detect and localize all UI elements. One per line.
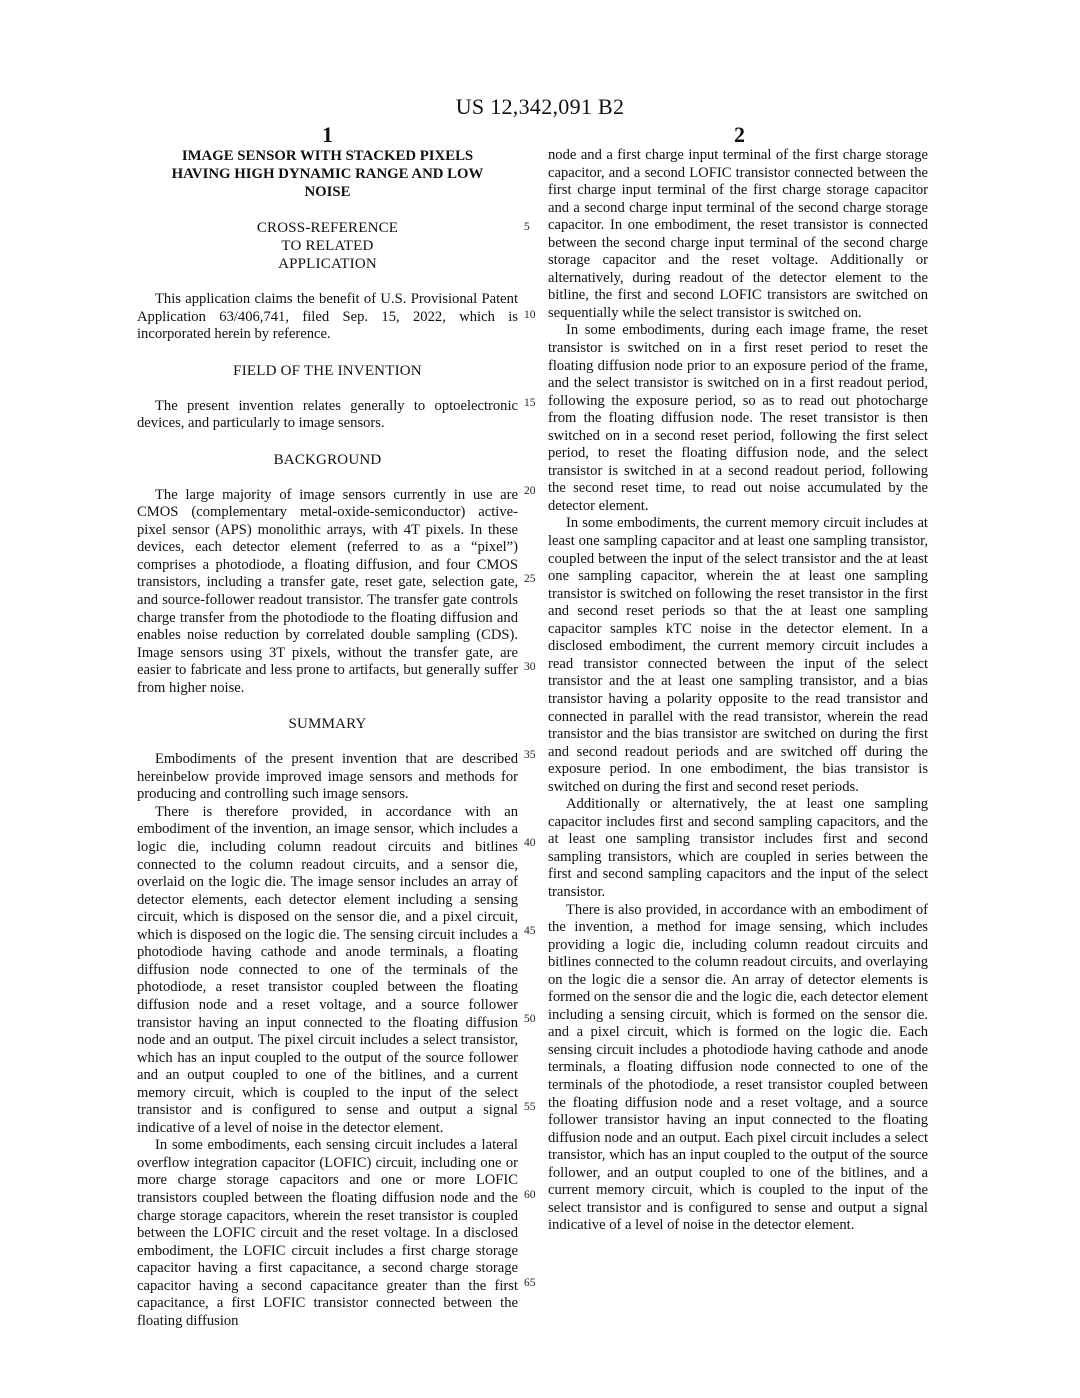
line-number: 60	[524, 1189, 536, 1201]
left-column	[137, 147, 518, 1330]
paragraph: In some embodiments, the current memory circuit includes at least one sampling capacitor and at least one sampling transistor, coupled between the input of the select transistor and the at least one sampling capacitor, wherein the at least one sampling transistor is switched on following the reset transistor in the first and second reset periods so that the at least one sampling capacitor samples kTC noise in the detector element. In a disclosed embodiment, the current memory circuit includes a read transistor connected between the input of the select transistor and the at least one sampling transistor, and a bias transistor having a polarity opposite to the read transistor and connected in parallel with the read transistor, wherein the read transistor and the bias transistor are switched on during the first and second readout periods and are switched off during the exposure period. In one embodiment, the bias transistor is switched on during the first and second reset periods.	[548, 515, 928, 795]
section-heading-field: FIELD OF THE INVENTION	[233, 362, 422, 379]
line-number: 30	[524, 661, 536, 673]
section-heading-background: BACKGROUND	[273, 451, 382, 468]
patent-title: IMAGE SENSOR WITH STACKED PIXELS HAVING HIGH DYNAMIC RANGE AND LOW NOISE	[171, 148, 484, 200]
line-number: 20	[524, 485, 536, 497]
field-paragraph: The present invention relates generally to optoelectronic devices, and particularly to image sensors.	[137, 397, 518, 432]
line-number: 45	[524, 925, 536, 937]
line-number: 15	[524, 397, 536, 409]
background-paragraph: The large majority of image sensors currently in use are CMOS (complementary metal-oxide-semiconductor) active-pixel sensor (APS) monolithic arrays, with 4T pixels. In these devices, each detector element (referred to as a “pixel”) comprises a photodiode, a floating diffusion, and four CMOS transistors, including a transfer gate, reset gate, selection gate, and source-follower readout transistor. The transfer gate controls charge transfer from the photodiode to the floating diffusion and enables noise reduction by correlated double sampling (CDS). Image sensors using 3T pixels, without the transfer gate, are easier to fabricate and less prone to artifacts, but generally suffer from higher noise.	[137, 486, 518, 696]
line-number: 55	[524, 1101, 536, 1113]
paragraph: Additionally or alternatively, the at least one sampling capacitor includes first and second sampling capacitors, and the at least one sampling transistor includes first and second sampling transistors, which are coupled in series between the first and second sampling capacitors and the input of the select transistor.	[548, 796, 928, 900]
summary-paragraph-2: There is therefore provided, in accordance with an embodiment of the invention, an image sensor, which includes a logic die, including column readout circuits and bitlines connected to the column readout circuits, and a sensor die, overlaid on the logic die. The image sensor includes an array of detector elements, each detector element including a sensing circuit, which is disposed on the sensor die, and a pixel circuit, which is disposed on the logic die. The sensing circuit includes a photodiode having cathode and anode terminals, a floating diffusion node connected to one of the terminals of the photodiode, a reset transistor coupled between the floating diffusion node and a reset voltage, and a source follower transistor having an input connected to the floating diffusion node and an output. The pixel circuit includes a select transistor, which has an input coupled to the output of the source follower and an output coupled to one of the bitlines, and a current memory circuit, which is coupled to the input of the select transistor and is configured to sense and output a signal indicative of a level of noise in the detector element.	[137, 803, 518, 1136]
line-number: 35	[524, 749, 536, 761]
column-number-left: 1	[322, 122, 333, 147]
section-heading-summary: SUMMARY	[288, 716, 367, 733]
line-number: 40	[524, 837, 536, 849]
paragraph-continued: node and a first charge input terminal of the first charge storage capacitor, and a second LOFIC transistor connected between the first charge input terminal of the first charge storage capacitor and a second charge input terminal of the second charge storage capacitor. In one embodiment, the reset transistor is connected between the second charge input terminal of the second charge storage capacitor and the reset voltage. Additionally or alternatively, during readout of the detector element to the bitline, the first and second LOFIC transistors are switched on sequentially while the select transistor is switched on.	[548, 147, 928, 321]
summary-paragraph-3: In some embodiments, each sensing circuit includes a lateral overflow integration capacitor (LOFIC) circuit, including one or more charge storage capacitors and one or more LOFIC transistors coupled between the floating diffusion node and the charge storage capacitors, wherein the reset transistor is coupled between the LOFIC circuit and the reset voltage. In a disclosed embodiment, the LOFIC circuit includes a first charge storage capacitor having a first capacitance, a second charge storage capacitor having a second capacitance greater than the first capacitance, a first LOFIC transistor connected between the floating diffusion	[137, 1137, 518, 1329]
paragraph: In some embodiments, during each image frame, the reset transistor is switched on in a first reset period to reset the floating diffusion node prior to an exposure period of the frame, and the select transistor is switched on in a first readout period, following the exposure period, so as to read out photocharge from the floating diffusion node. The reset transistor is then switched on in a second reset period, following the first select period, to reset the floating diffusion node, and the select transistor is switched in at a second readout period, following the second reset time, to read out noise accumulated by the detector element.	[548, 322, 928, 514]
right-column	[548, 147, 928, 1235]
line-number: 25	[524, 573, 536, 585]
paragraph: There is also provided, in accordance with an embodiment of the invention, a method for image sensing, which includes providing a logic die, including column readout circuits and bitlines connected to the column readout circuits, and overlaying on the logic die a sensor die. An array of detector elements is formed on the sensor die and the logic die, each detector element including a sensing circuit, which is formed on the sensor die. and a pixel circuit, which is formed on the logic die. Each sensing circuit includes a photodiode having cathode and anode terminals, a floating diffusion node connected to one of the terminals of the photodiode, a reset transistor coupled between the floating diffusion node and a reset voltage, and a source follower transistor having an input connected to the floating diffusion node and an output. Each pixel circuit includes a select transistor, which has an input coupled to the output of the source follower, and an output coupled to one of the bitlines, and a current memory circuit, which is coupled to the input of the select transistor and is configured to sense and output a signal indicative of a level of noise in the detector element.	[548, 901, 928, 1234]
section-heading-crossref: CROSS-REFERENCE TO RELATED APPLICATION	[256, 220, 399, 272]
line-number: 65	[524, 1277, 536, 1289]
line-number: 50	[524, 1013, 536, 1025]
patent-number-header: US 12,342,091 B2	[455, 94, 625, 119]
crossref-paragraph: This application claims the benefit of U.S. Provisional Patent Application 63/406,741, filed Sep. 15, 2022, which is incorporated herein by reference.	[137, 291, 518, 343]
line-number: 10	[524, 309, 536, 321]
summary-paragraph-1: Embodiments of the present invention that are described hereinbelow provide improved image sensors and methods for producing and controlling such image sensors.	[137, 751, 518, 803]
column-number-right: 2	[734, 122, 745, 147]
line-number: 5	[524, 221, 530, 233]
